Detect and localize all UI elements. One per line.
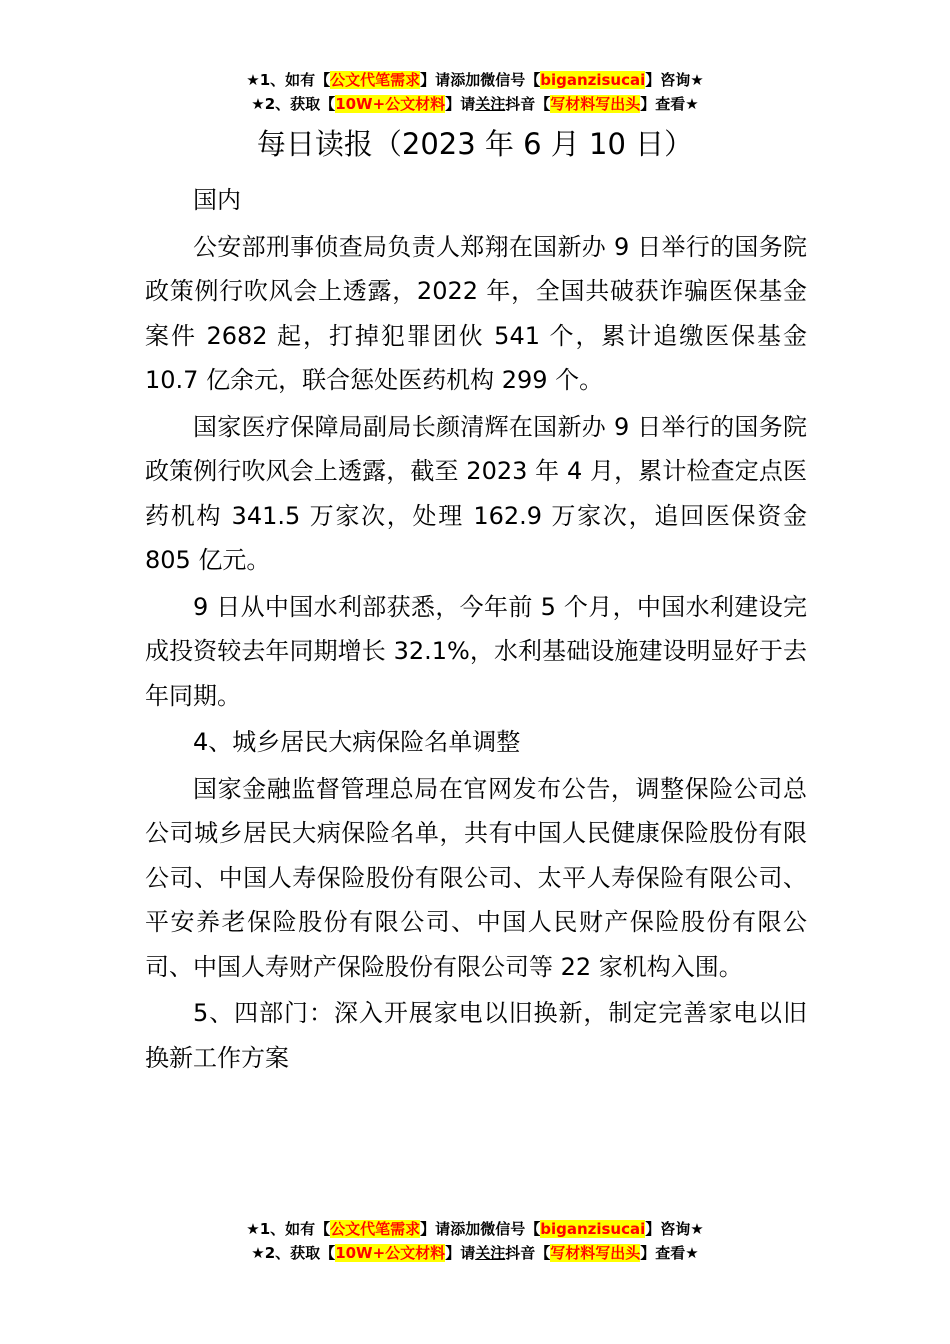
banner-highlight: 10W+公文材料	[335, 1244, 446, 1262]
banner-text: 】请	[445, 95, 476, 113]
banner-text: 抖音【	[505, 1244, 551, 1262]
banner-highlight: 10W+公文材料	[335, 95, 446, 113]
banner-line-1	[0, 1217, 950, 1241]
banner-highlight: biganzisucai	[540, 1220, 646, 1238]
banner-emphasis: 添加	[450, 1220, 481, 1238]
banner-text: 】查看★	[640, 95, 699, 113]
section-heading: 4、城乡居民大病保险名单调整	[193, 728, 521, 756]
banner-text: 】请	[445, 1244, 476, 1262]
section-heading-domestic: 国内	[193, 186, 241, 214]
banner-text: 】请	[420, 71, 451, 89]
paragraph: 9 日从中国水利部获悉，今年前 5 个月，中国水利建设完成投资较去年同期增长 32.1%，水利基础设施建设明显好于去年同期。	[145, 592, 807, 710]
banner-text: 】咨询★	[645, 71, 704, 89]
banner-text: ★1、如有【	[246, 1220, 331, 1238]
banner-text: 微信号【	[480, 1220, 541, 1238]
banner-text: ★1、如有【	[246, 71, 331, 89]
banner-highlight: 公文代笔需求	[330, 1220, 421, 1238]
banner-text: 微信号【	[480, 71, 541, 89]
section-heading: 5、四部门：深入开展家电以旧换新，制定完善家电以旧换新工作方案	[145, 999, 807, 1072]
banner-text: 】咨询★	[645, 1220, 704, 1238]
banner-emphasis: 关注	[475, 95, 506, 113]
banner-line-1	[0, 68, 950, 92]
paragraph: 公安部刑事侦查局负责人郑翔在国新办 9 日举行的国务院政策例行吹风会上透露，2022 年，全国共破获诈骗医保基金案件 2682 起，打掉犯罪团伙 541 个，累计追缴医保基金 10.7 亿余元，联合惩处医药机构 299 个。	[145, 232, 807, 394]
banner-highlight: 写材料写出头	[550, 1244, 641, 1262]
banner-text: ★2、获取【	[251, 1244, 336, 1262]
paragraph: 国家医疗保障局副局长颜清辉在国新办 9 日举行的国务院政策例行吹风会上透露，截至 2023 年 4 月，累计检查定点医药机构 341.5 万家次，处理 162.9 万家次，追回医保资金 805 亿元。	[145, 412, 807, 574]
banner-highlight: 公文代笔需求	[330, 71, 421, 89]
paragraph: 国家金融监督管理总局在官网发布公告，调整保险公司总公司城乡居民大病保险名单，共有中国人民健康保险股份有限公司、中国人寿保险股份有限公司、太平人寿保险有限公司、平安养老保险股份有限公司、中国人民财产保险股份有限公司、中国人寿财产保险股份有限公司等 22 家机构入围。	[145, 774, 807, 981]
document-body	[145, 178, 807, 1082]
footer-banner	[0, 1217, 950, 1265]
banner-highlight: 写材料写出头	[550, 95, 641, 113]
banner-line-2	[0, 92, 950, 116]
banner-emphasis: 关注	[475, 1244, 506, 1262]
banner-text: 】请	[420, 1220, 451, 1238]
banner-line-2	[0, 1241, 950, 1265]
document-title: 每日读报（2023 年 6 月 10 日）	[256, 127, 694, 161]
banner-text: ★2、获取【	[251, 95, 336, 113]
banner-emphasis: 添加	[450, 71, 481, 89]
banner-highlight: biganzisucai	[540, 71, 646, 89]
banner-text: 】查看★	[640, 1244, 699, 1262]
banner-text: 抖音【	[505, 95, 551, 113]
header-banner	[0, 68, 950, 116]
